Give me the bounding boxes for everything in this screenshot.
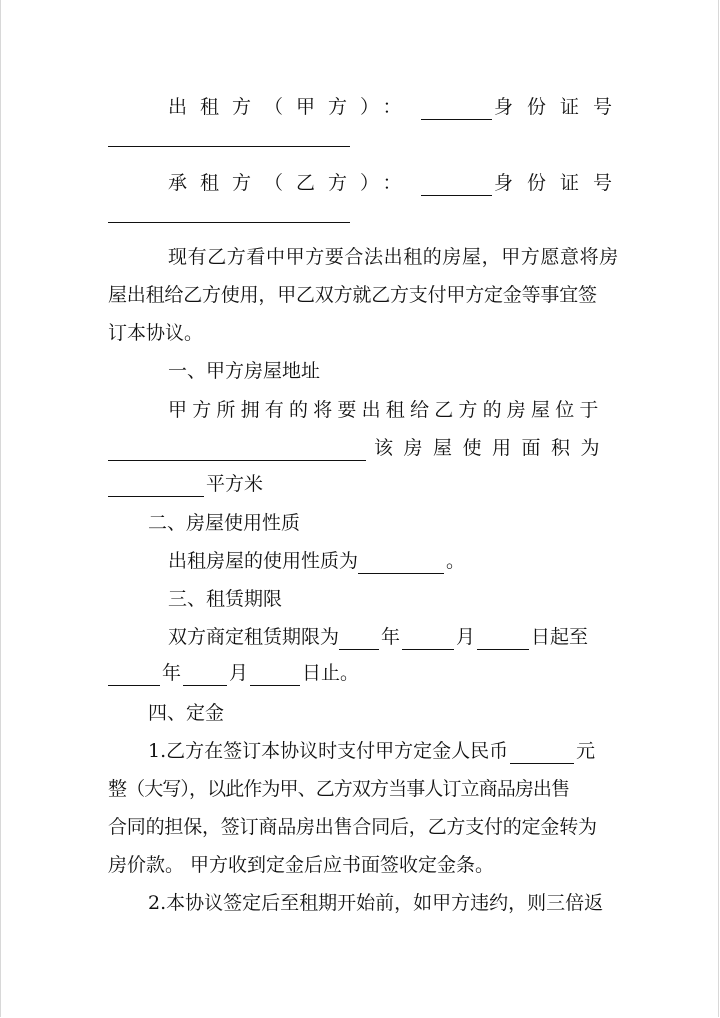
lessor-label: 出租方（甲方）： (168, 96, 415, 118)
start-month-label: 月 (456, 626, 476, 648)
usage-text: 出租房屋的使用性质为 (168, 550, 359, 572)
area-text: 该房屋使用面积为 (374, 437, 611, 459)
lessor-name-blank[interactable] (421, 101, 492, 120)
address-text: 甲方所拥有的将要出租给乙方的房屋位于 (168, 399, 604, 421)
deposit-unit: 元 (576, 740, 596, 762)
term-line-1 (168, 624, 612, 650)
address-line-2 (108, 435, 612, 461)
deposit-line-1 (148, 738, 612, 764)
end-month-label: 月 (229, 662, 249, 684)
intro-line-2 (108, 282, 612, 308)
deposit-amount-blank[interactable] (510, 745, 574, 764)
usage-line (168, 548, 612, 574)
address-line-1 (168, 397, 612, 423)
intro-text-3: 订本协议。 (108, 322, 204, 344)
section-2-heading (148, 510, 612, 536)
section-1-title: 一、甲方房屋地址 (168, 360, 321, 382)
section-3-heading (168, 586, 612, 612)
section-4-heading (148, 700, 612, 726)
intro-text-1: 现有乙方看中甲方要合法出租的房屋，甲方愿意将房 (168, 246, 619, 268)
term-line-2 (108, 660, 612, 686)
intro-line-1 (168, 244, 619, 270)
start-year-blank[interactable] (339, 631, 379, 650)
start-day-blank[interactable] (477, 631, 529, 650)
deposit-text-3: 合同的担保，签订商品房出售合同后，乙方支付的定金转为 (108, 816, 597, 838)
deposit-text-1: 1.乙方在签订本协议时支付甲方定金人民币 (148, 740, 509, 762)
lessee-id-label: 身份证号 (493, 172, 626, 194)
end-month-blank[interactable] (183, 667, 227, 686)
deposit-text-4: 房价款。 甲方收到定金后应书面签收定金条。 (108, 854, 495, 876)
lessee-label: 承租方（乙方）： (168, 172, 415, 194)
intro-text-2: 屋出租给乙方使用，甲乙双方就乙方支付甲方定金等事宜签 (108, 284, 597, 306)
section-2-title: 二、房屋使用性质 (148, 512, 301, 534)
area-unit: 平方米 (206, 473, 264, 495)
lessee-line (168, 170, 626, 196)
breach-text-1: 2.本协议签定后至租期开始前，如甲方违约，则三倍返 (148, 892, 604, 914)
start-day-label: 日起至 (531, 626, 589, 648)
lessee-id-blank[interactable] (108, 204, 350, 223)
lessor-id-label: 身份证号 (493, 96, 626, 118)
lessee-id-line (108, 204, 612, 223)
section-4-title: 四、定金 (148, 702, 225, 724)
deposit-line-4 (108, 852, 612, 878)
end-day-label: 日止。 (302, 662, 360, 684)
term-text: 双方商定租赁期限为 (168, 626, 340, 648)
end-day-blank[interactable] (250, 667, 300, 686)
lessee-name-blank[interactable] (421, 177, 492, 196)
deposit-line-2 (108, 776, 612, 802)
usage-end: 。 (446, 550, 466, 572)
end-year-blank[interactable] (108, 667, 160, 686)
lessor-id-line (108, 128, 612, 147)
section-1-heading (168, 358, 612, 384)
address-line-3 (108, 471, 612, 497)
deposit-line-3 (108, 814, 612, 840)
lessor-id-blank[interactable] (108, 128, 350, 147)
intro-line-3 (108, 320, 612, 346)
breach-line-1 (148, 890, 612, 916)
end-year-label: 年 (162, 662, 182, 684)
area-blank[interactable] (108, 478, 204, 497)
lessor-line (168, 94, 626, 120)
start-year-label: 年 (381, 626, 401, 648)
address-blank[interactable] (108, 442, 366, 461)
start-month-blank[interactable] (402, 631, 454, 650)
usage-blank[interactable] (358, 555, 444, 574)
deposit-text-2: 整（大写），以此作为甲、乙方双方当事人订立商品房出售 (108, 778, 570, 800)
section-3-title: 三、租赁期限 (168, 588, 283, 610)
